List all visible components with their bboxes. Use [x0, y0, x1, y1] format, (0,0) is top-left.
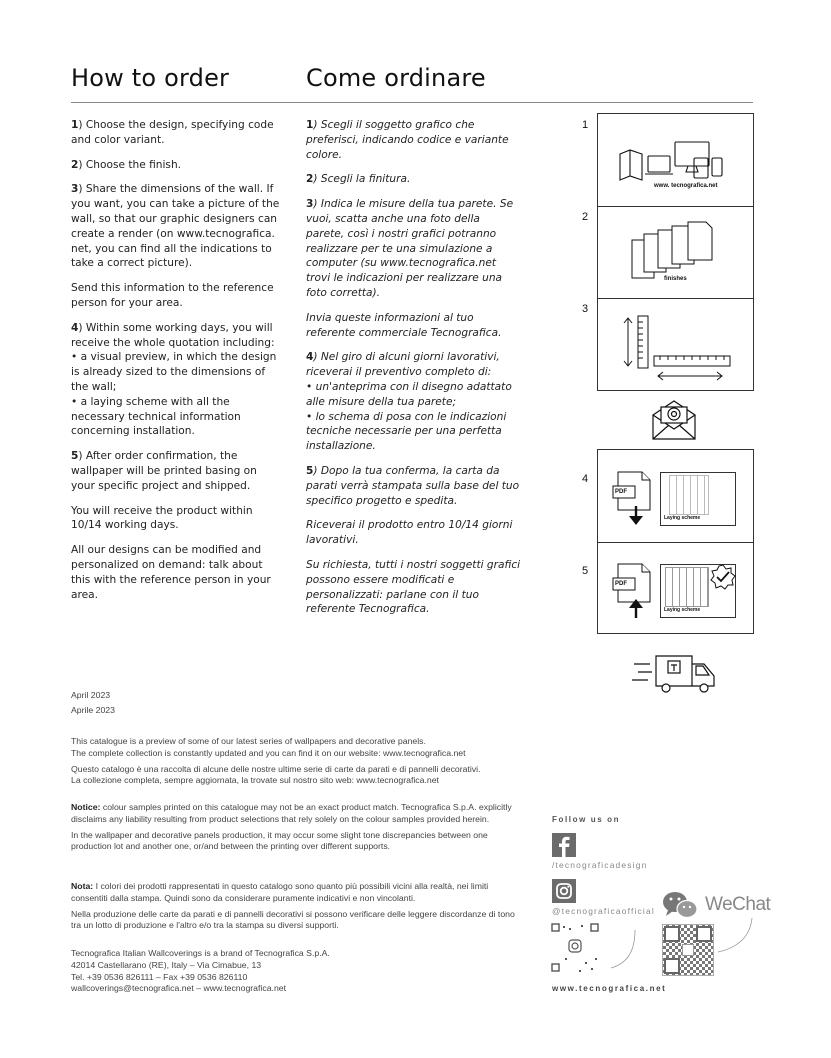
en-step-3: 3) Share the dimensions of the wall. If you want, you can take a picture of the wall, so that our graphic designers can create a render (on www.tecnografica. net, you can find all the indications to take a correct picture).: [71, 183, 280, 270]
about-en-2: The complete collection is constantly updated and you can find it on our website: www.tecnografica.net: [71, 747, 466, 758]
website-link[interactable]: www.tecnografica.net: [552, 984, 667, 993]
notice-it-label: Nota:: [71, 881, 94, 891]
laying-caption-5: Laying scheme: [664, 607, 701, 613]
instagram-qr-icon[interactable]: [551, 922, 641, 976]
about-en-1: This catalogue is a preview of some of our latest series of wallpapers and decorative panels.: [71, 736, 426, 746]
approved-seal-icon: [710, 564, 736, 590]
it-step-5: 5) Dopo la tua conferma, la carta da parati verrà stampata sulla base del tuo specifico progetto e spedita.: [306, 464, 520, 507]
notice-en: Notice: colour samples printed on this catalogue may not be an exact product match. Tecnografica S.p.A. explicitly disclaims any liability resulting from product selections that rely solely on the colour samples provided herein. In the wallpaper and decorative panels production, it may occur some slight tone discrepancies between one production lot and another one, or/and between the printing over different supports.: [71, 802, 521, 857]
it-step-4: 4) Nel giro di alcuni giorni lavorativi, riceverai il preventivo completo di: • un'anteprima con il disegno adattato alle misure della tua parete; • lo schema di posa con le indicazioni tecniche necessarie per una perfetta installazione.: [306, 351, 512, 453]
notice-en-text2: In the wallpaper and decorative panels production, it may occur some slight tone discrepancies between one production lot and another one, or/and between the printing over different supports.: [71, 829, 488, 852]
date-it: Aprile 2023: [71, 705, 115, 715]
en-step-5: 5) After order confirmation, the wallpaper will be printed basing on your specific project and shipped.: [71, 450, 257, 492]
notice-en-label: Notice:: [71, 802, 101, 812]
wechat-label: WeChat: [705, 894, 771, 915]
en-step-2: 2) Choose the finish.: [71, 158, 182, 171]
header-divider: [71, 102, 753, 103]
english-instructions: [71, 118, 283, 612]
facebook-icon[interactable]: [552, 833, 576, 857]
step-label-5: 5: [582, 565, 589, 577]
pdf-label-5: PDF: [615, 581, 627, 587]
step-label-2: 2: [582, 211, 589, 223]
pdf-upload-icon: [612, 562, 656, 620]
it-step-3: 3) Indica le misure della tua parete. Se vuoi, scatta anche una foto della parete, così i nostri grafici potranno realizzare per te una simulazione a computer (su www.tecnografica.net trovi le indicazioni per realizzare una foto corretta).: [306, 198, 514, 299]
en-step-1: 1) Choose the design, specifying code and color variant.: [71, 119, 274, 146]
notice-it: Nota: I colori dei prodotti rappresentati in questo catalogo sono quanto più possibili vicini alla realtà, nei limiti consentiti dalla stampa. Quindi sono da considerare puramente indicativi e non vincolanti. Nella produzione delle carte da parati e di pannelli decorativi si possono verificare delle leggere discordanze di tono tra un lotto di produzione e l'altro e/o tra la stampa su diversi supporti.: [71, 881, 521, 936]
page-title-en: How to order: [71, 64, 230, 92]
wechat-qr-code[interactable]: [662, 924, 714, 976]
email-icon: [651, 397, 697, 441]
en-custom: All our designs can be modified and personalized on demand: talk about this with the reference person in your area.: [71, 544, 271, 601]
notice-it-text2: Nella produzione delle carte da parati e di pannelli decorativi si possono verificare delle leggere discordanze di tono tra un lotto di produzione e l'altro e/o tra la stampa su diversi supporti.: [71, 908, 515, 931]
delivery-truck-icon: [632, 652, 716, 694]
it-step-1: 1) Scegli il soggetto grafico che preferisci, indicando codice e variante colore.: [306, 119, 509, 161]
en-step-4: 4) Within some working days, you will receive the whole quotation including: • a visual preview, in which the design is already sized to the dimensions of the wall; • a laying scheme with all the necessary technical information concerning installation.: [71, 321, 277, 438]
about-it-2: La collezione completa, sempre aggiornata, la trovate sul nostro sito web: www.tecnografica.net: [71, 775, 439, 786]
page-title-it: Come ordinare: [306, 64, 486, 92]
catalogue-about: [71, 736, 531, 787]
finishes-caption: finishes: [664, 276, 687, 282]
steps-1-3-panel: [597, 113, 754, 391]
steps-4-5-panel: [597, 449, 754, 634]
website-caption: www. tecnografica.net: [654, 183, 718, 189]
it-receive: Riceverai il prodotto entro 10/14 giorni lavorativi.: [306, 519, 513, 547]
ruler-measure-icon: [620, 314, 732, 384]
step-label-3: 3: [582, 303, 589, 315]
pdf-download-icon: [612, 470, 656, 528]
about-it-1: Questo catalogo è una raccolta di alcune delle nostre ultime serie di carte da parati e di pannelli decorativi.: [71, 763, 481, 774]
instagram-icon[interactable]: [552, 879, 576, 903]
wechat-icon[interactable]: [662, 890, 698, 920]
en-send: Send this information to the reference person for your area.: [71, 282, 274, 309]
pdf-label-4: PDF: [615, 489, 627, 495]
facebook-handle[interactable]: /tecnograficadesign: [552, 860, 648, 870]
follow-us-label: Follow us on: [552, 815, 621, 824]
company-info: Tecnografica Italian Wallcoverings is a brand of Tecnografica S.p.A. 42014 Castellarano (RE), Italy – Via Cimabue, 13 Tel. +39 0536 826111 – Fax +39 0536 826110 wallcoverings@tecnografica.net – www.tecnografica.net: [71, 948, 330, 994]
en-receive: You will receive the product within 10/14 working days.: [71, 504, 253, 532]
wechat-decor-arc: [716, 916, 756, 956]
instagram-handle[interactable]: @tecnograficaofficial: [552, 906, 655, 916]
italian-instructions: [306, 118, 521, 627]
it-step-2: 2) Scegli la finitura.: [306, 173, 411, 186]
date-en: April 2023: [71, 690, 111, 700]
laying-caption-4: Laying scheme: [664, 515, 701, 521]
it-send: Invia queste informazioni al tuo referente commerciale Tecnografica.: [306, 311, 502, 339]
finishes-sheets-icon: [630, 220, 720, 284]
it-custom: Su richiesta, tutti i nostri soggetti grafici possono essere modificati e personalizzati: parlane con il tuo referente Tecnografica.: [306, 558, 521, 616]
step-label-1: 1: [582, 119, 589, 131]
step-label-4: 4: [582, 473, 589, 485]
